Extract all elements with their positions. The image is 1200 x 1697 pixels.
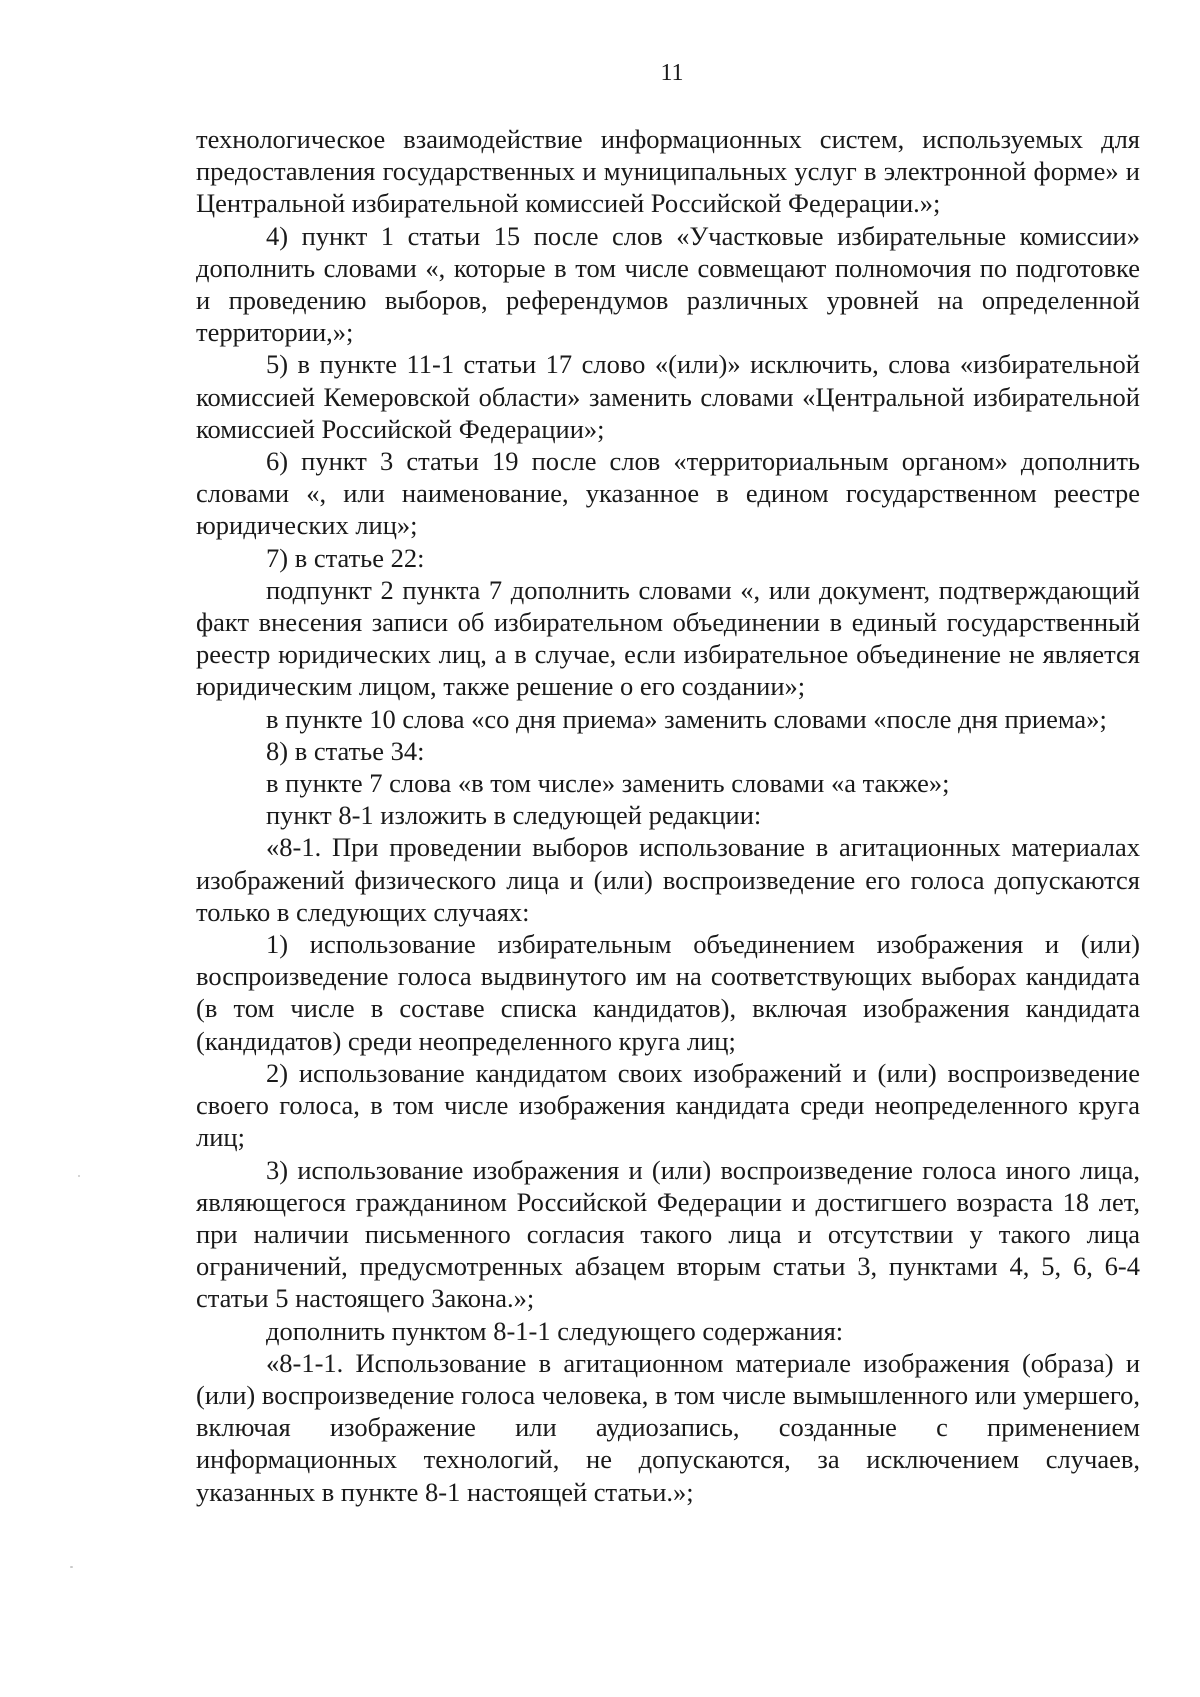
paragraph-continuation: технологическое взаимодействие информационных систем, используемых для предоставления государственных и муниципальных услуг в электронной форме» и Центральной избирательной комиссией Российской Федерации.»; — [196, 124, 1140, 219]
paragraph-item-7: 7) в статье 22: — [266, 542, 425, 573]
paragraph-item-8-subitem: дополнить пунктом 8-1-1 следующего содержания: — [266, 1315, 844, 1346]
document-body — [196, 123, 1140, 1508]
paragraph-item-8-subitem: пункт 8-1 изложить в следующей редакции: — [266, 800, 762, 831]
paragraph-item-4: 4) пункт 1 статьи 15 после слов «Участковые избирательные комиссии» дополнить словами «, которые в том числе совмещают полномочия по подготовке и проведению выборов, референдумов различных уровней на определенной территории,»; — [196, 220, 1140, 348]
paragraph-clause-8-1-case: 3) использование изображения и (или) воспроизведение голоса иного лица, являющегося гражданином Российской Федерации и достигшего возраста 18 лет, при наличии письменного согласия такого лица и отсутствии у такого лица ограничений, предусмотренных абзацем вторым статьи 3, пунктами 4, 5, 6, 6-4 статьи 5 настоящего Закона.»; — [196, 1154, 1140, 1314]
paragraph-item-8: 8) в статье 34: — [266, 735, 425, 766]
paragraph-item-7-subitem: в пункте 10 слова «со дня приема» заменить словами «после дня приема»; — [266, 703, 1107, 734]
paragraph-clause-8-1: «8-1. При проведении выборов использование в агитационных материалах изображений физического лица и (или) воспроизведение его голоса допускаются только в следующих случаях: — [196, 832, 1140, 927]
paragraph-clause-8-1-case: 2) использование кандидатом своих изображений и (или) воспроизведение своего голоса, в том числе изображения кандидата среди неопределенного круга лиц; — [196, 1057, 1140, 1153]
scan-speck — [78, 1175, 80, 1177]
paragraph-item-5: 5) в пункте 11-1 статьи 17 слово «(или)» исключить, слова «избирательной комиссией Кемеровской области» заменить словами «Центральной избирательной комиссией Российской Федерации»; — [196, 349, 1140, 444]
paragraph-item-7-subitem: подпункт 2 пункта 7 дополнить словами «, или документ, подтверждающий факт внесения записи об избирательном объединении в единый государственный реестр юридических лиц, а в случае, если избирательное объединение не является юридическим лицом, также решение о его создании»; — [196, 574, 1140, 702]
scan-speck — [70, 1566, 73, 1568]
paragraph-clause-8-1-case: 1) использование избирательным объединением изображения и (или) воспроизведение голоса выдвинутого им на соответствующих выборах кандидата (в том числе в составе списка кандидатов), включая изображения кандидата (кандидатов) среди неопределенного круга лиц; — [196, 929, 1140, 1056]
paragraph-item-8-subitem: в пункте 7 слова «в том числе» заменить словами «а также»; — [266, 768, 950, 799]
paragraph-clause-8-1-1: «8-1-1. Использование в агитационном материале изображения (образа) и (или) воспроизведение голоса человека, в том числе вымышленного или умершего, включая изображение или аудиозапись, созданные с применением информационных технологий, не допускаются, за исключением случаев, указанных в пункте 8-1 настоящей статьи.»; — [196, 1347, 1140, 1507]
page-number: 11 — [660, 60, 684, 86]
paragraph-item-6: 6) пункт 3 статьи 19 после слов «территориальным органом» дополнить словами «, или наименование, указанное в едином государственном реестре юридических лиц»; — [196, 446, 1140, 541]
